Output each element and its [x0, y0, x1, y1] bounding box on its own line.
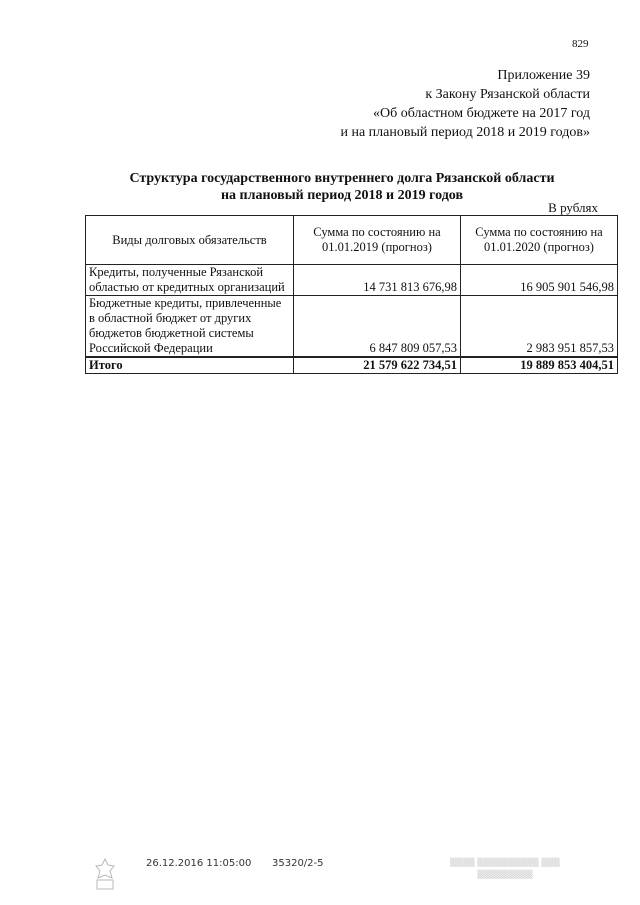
total-label: Итого	[86, 357, 294, 374]
header-2019: Сумма по состоянию на 01.01.2019 (прогноз)	[294, 216, 461, 265]
debt-table	[85, 215, 618, 374]
page-number: 829	[572, 38, 589, 50]
watermark-text: ▒▒▒▒ ▒▒▒▒▒▒▒▒▒▒ ▒▒▒ ▒▒▒▒▒▒▒▒▒	[450, 858, 560, 879]
row-name: Бюджетные кредиты, привлеченные в областной бюджет от других бюджетов бюджетной системы Российской Федерации	[86, 296, 294, 358]
document-title	[86, 170, 598, 204]
appendix-line: Приложение 39	[497, 68, 590, 83]
header-2020: Сумма по состоянию на 01.01.2020 (прогноз)	[461, 216, 618, 265]
row-value-2020: 2 983 951 857,53	[461, 296, 618, 358]
coat-of-arms-icon	[92, 857, 118, 891]
footer	[0, 857, 640, 897]
appendix-line: и на плановый период 2018 и 2019 годов»	[340, 125, 590, 140]
appendix-line: «Об областном бюджете на 2017 год	[373, 106, 590, 121]
table-row	[86, 265, 618, 296]
header-debt-type: Виды долговых обязательств	[86, 216, 294, 265]
appendix-line: к Закону Рязанской области	[425, 87, 590, 102]
row-value-2019: 6 847 809 057,53	[294, 296, 461, 358]
title-line: Структура государственного внутреннего долга Рязанской области	[129, 171, 555, 186]
table-row	[86, 296, 618, 358]
total-value-2020: 19 889 853 404,51	[461, 357, 618, 374]
total-row	[86, 357, 618, 374]
appendix-header	[340, 66, 590, 142]
row-value-2020: 16 905 901 546,98	[461, 265, 618, 296]
row-name: Кредиты, полученные Рязанской областью от кредитных организаций	[86, 265, 294, 296]
footer-doc-code: 35320/2-5	[272, 858, 324, 869]
row-value-2019: 14 731 813 676,98	[294, 265, 461, 296]
footer-datetime: 26.12.2016 11:05:00	[146, 858, 252, 869]
title-line: на плановый период 2018 и 2019 годов	[220, 188, 464, 203]
currency-unit: В рублях	[548, 200, 598, 215]
table-header-row	[86, 216, 618, 265]
total-value-2019: 21 579 622 734,51	[294, 357, 461, 374]
